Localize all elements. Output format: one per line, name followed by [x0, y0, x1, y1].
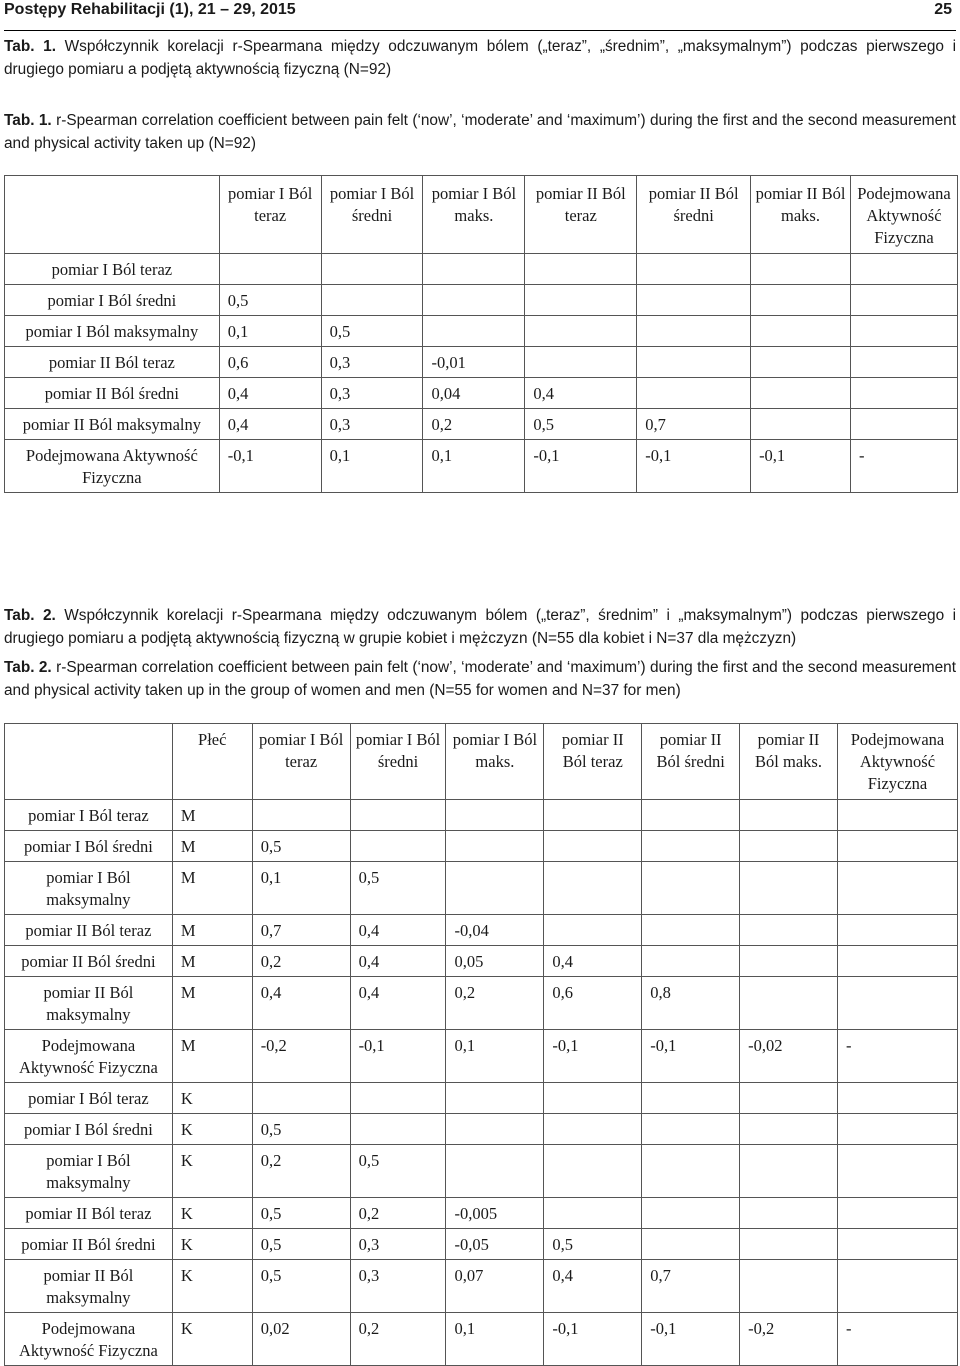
correlation-cell [850, 378, 957, 409]
correlation-cell [446, 800, 544, 831]
correlation-cell [740, 1260, 838, 1313]
correlation-cell [837, 1260, 957, 1313]
correlation-cell: -0,1 [642, 1313, 740, 1366]
correlation-cell: 0,6 [219, 347, 321, 378]
correlation-cell [850, 254, 957, 285]
correlation-cell [544, 1083, 642, 1114]
correlation-cell [740, 1114, 838, 1145]
table2-caption-pl [4, 605, 956, 650]
table-row [5, 378, 958, 409]
correlation-cell [350, 1083, 446, 1114]
correlation-cell: 0,04 [423, 378, 525, 409]
sex-cell: M [172, 1030, 252, 1083]
correlation-cell [642, 831, 740, 862]
table2-column-header: pomiar I Ból średni [350, 724, 446, 800]
correlation-cell [637, 316, 751, 347]
correlation-cell: 0,1 [423, 440, 525, 493]
correlation-cell: 0,6 [544, 977, 642, 1030]
correlation-cell [740, 915, 838, 946]
correlation-cell [642, 862, 740, 915]
table2-column-header: pomiar I Ból teraz [252, 724, 350, 800]
table1-column-header: pomiar II Ból teraz [525, 176, 637, 254]
correlation-cell [740, 831, 838, 862]
correlation-cell [350, 1114, 446, 1145]
correlation-cell: 0,3 [350, 1260, 446, 1313]
table1-caption-pl-label: Tab. 1. [4, 38, 56, 55]
correlation-cell [751, 409, 851, 440]
correlation-cell [850, 316, 957, 347]
table1-caption-en-label: Tab. 1. [4, 112, 52, 129]
journal-title: Postępy Rehabilitacji (1), 21 – 29, 2015 [4, 1, 296, 18]
row-label: pomiar I Ból teraz [5, 254, 220, 285]
correlation-cell [642, 1198, 740, 1229]
correlation-cell: 0,3 [350, 1229, 446, 1260]
correlation-cell [544, 800, 642, 831]
correlation-cell: 0,5 [350, 1145, 446, 1198]
correlation-cell: 0,5 [252, 1260, 350, 1313]
table-row [5, 316, 958, 347]
correlation-cell: - [850, 440, 957, 493]
table-row [5, 831, 958, 862]
correlation-cell [850, 285, 957, 316]
table1-caption-en-text: r-Spearman correlation coefficient between pain felt (‘now’, ‘moderate’ and ‘maximum’) during the first and the second measurement and physical activity taken up (N=92) [4, 112, 956, 152]
correlation-cell: 0,1 [446, 1030, 544, 1083]
correlation-cell: 0,5 [252, 831, 350, 862]
table1-column-header: pomiar II Ból średni [637, 176, 751, 254]
correlation-cell: 0,7 [642, 1260, 740, 1313]
correlation-cell [642, 1145, 740, 1198]
table-row [5, 1229, 958, 1260]
correlation-cell [423, 316, 525, 347]
correlation-cell: 0,2 [252, 946, 350, 977]
row-label: pomiar I Ból maksymalny [5, 316, 220, 347]
correlation-cell [321, 285, 423, 316]
row-label: pomiar I Ból maksymalny [5, 862, 173, 915]
correlation-cell: 0,1 [321, 440, 423, 493]
correlation-cell [525, 347, 637, 378]
correlation-cell: -0,02 [740, 1030, 838, 1083]
correlation-cell [525, 285, 637, 316]
correlation-cell [837, 1229, 957, 1260]
table-row [5, 1114, 958, 1145]
sex-cell: M [172, 946, 252, 977]
correlation-cell: 0,2 [350, 1313, 446, 1366]
row-label: Podejmowana Aktywność Fizyczna [5, 440, 220, 493]
correlation-cell [740, 862, 838, 915]
correlation-cell [252, 1083, 350, 1114]
correlation-cell [544, 1114, 642, 1145]
table2-caption-pl-label: Tab. 2. [4, 607, 56, 624]
correlation-cell: -0,2 [252, 1030, 350, 1083]
table2-header-row [5, 724, 958, 800]
correlation-cell: -0,1 [544, 1313, 642, 1366]
table-row [5, 862, 958, 915]
correlation-cell [446, 1145, 544, 1198]
correlation-cell [837, 1145, 957, 1198]
table-row [5, 1145, 958, 1198]
correlation-cell: 0,07 [446, 1260, 544, 1313]
table-row [5, 1030, 958, 1083]
table1-caption-pl [4, 36, 956, 81]
correlation-cell [740, 800, 838, 831]
correlation-cell [525, 316, 637, 347]
table2-column-header: pomiar II Ból maks. [740, 724, 838, 800]
sex-cell: M [172, 915, 252, 946]
correlation-cell: 0,4 [544, 946, 642, 977]
sex-cell: K [172, 1260, 252, 1313]
table-row [5, 977, 958, 1030]
correlation-cell [525, 254, 637, 285]
correlation-cell [642, 800, 740, 831]
correlation-cell [837, 800, 957, 831]
table-row [5, 1083, 958, 1114]
correlation-cell: 0,5 [252, 1229, 350, 1260]
correlation-cell: 0,5 [219, 285, 321, 316]
correlation-cell [642, 1229, 740, 1260]
correlation-cell [350, 800, 446, 831]
correlation-cell [642, 915, 740, 946]
table-row [5, 915, 958, 946]
sex-cell: K [172, 1114, 252, 1145]
correlation-cell [837, 862, 957, 915]
table-row [5, 440, 958, 493]
correlation-cell: -0,1 [219, 440, 321, 493]
correlation-cell: 0,5 [525, 409, 637, 440]
correlation-cell: -0,005 [446, 1198, 544, 1229]
correlation-cell [751, 316, 851, 347]
correlation-cell: -0,04 [446, 915, 544, 946]
table1-column-header: pomiar I Ból teraz [219, 176, 321, 254]
correlation-cell: -0,1 [525, 440, 637, 493]
sex-cell: M [172, 800, 252, 831]
correlation-cell [850, 347, 957, 378]
correlation-cell [544, 1198, 642, 1229]
correlation-cell [423, 285, 525, 316]
correlation-cell [740, 1229, 838, 1260]
correlation-cell [642, 1083, 740, 1114]
row-label: pomiar I Ból średni [5, 285, 220, 316]
correlation-cell [446, 1114, 544, 1145]
correlation-cell [837, 1083, 957, 1114]
correlation-cell [837, 915, 957, 946]
correlation-cell [637, 378, 751, 409]
correlation-cell: 0,4 [219, 378, 321, 409]
correlation-cell: 0,3 [321, 347, 423, 378]
table-row [5, 1198, 958, 1229]
sex-cell: K [172, 1313, 252, 1366]
correlation-cell: 0,4 [219, 409, 321, 440]
table1-column-header: pomiar I Ból maks. [423, 176, 525, 254]
correlation-cell [837, 831, 957, 862]
correlation-cell: -0,1 [544, 1030, 642, 1083]
correlation-cell [544, 915, 642, 946]
table2-caption-en-text: r-Spearman correlation coefficient between pain felt (‘now’, ‘moderate’ and ‘maximum’) during the first and the second measurement and physical activity taken up in the group of women and men (N=55 for women and N=37 for men) [4, 659, 956, 699]
correlation-cell: - [837, 1313, 957, 1366]
sex-cell: M [172, 831, 252, 862]
row-label: pomiar II Ból maksymalny [5, 977, 173, 1030]
table1-caption-en [4, 110, 956, 155]
correlation-table-1 [4, 175, 958, 493]
correlation-cell [637, 254, 751, 285]
correlation-cell: 0,02 [252, 1313, 350, 1366]
table2-caption-en-label: Tab. 2. [4, 659, 52, 676]
correlation-cell [740, 946, 838, 977]
correlation-cell: 0,4 [350, 946, 446, 977]
correlation-cell [740, 1145, 838, 1198]
table1-column-header [5, 176, 220, 254]
row-label: Podejmowana Aktywność Fizyczna [5, 1030, 173, 1083]
correlation-cell: 0,4 [350, 915, 446, 946]
sex-cell: K [172, 1083, 252, 1114]
correlation-cell: 0,4 [544, 1260, 642, 1313]
correlation-cell [637, 285, 751, 316]
table1-header-row [5, 176, 958, 254]
correlation-cell: 0,7 [252, 915, 350, 946]
correlation-cell: - [837, 1030, 957, 1083]
correlation-cell [740, 1083, 838, 1114]
row-label: Podejmowana Aktywność Fizyczna [5, 1313, 173, 1366]
correlation-cell: 0,5 [350, 862, 446, 915]
correlation-cell: 0,2 [423, 409, 525, 440]
correlation-cell [446, 1083, 544, 1114]
row-label: pomiar II Ból średni [5, 946, 173, 977]
correlation-cell: -0,01 [423, 347, 525, 378]
correlation-cell [751, 347, 851, 378]
row-label: pomiar II Ból średni [5, 1229, 173, 1260]
correlation-cell [446, 862, 544, 915]
correlation-cell: 0,2 [252, 1145, 350, 1198]
correlation-cell: 0,1 [219, 316, 321, 347]
table2-caption-en [4, 657, 956, 702]
row-label: pomiar I Ból średni [5, 831, 173, 862]
table1-column-header: pomiar I Ból średni [321, 176, 423, 254]
correlation-cell [321, 254, 423, 285]
row-label: pomiar II Ból średni [5, 378, 220, 409]
correlation-cell [544, 1145, 642, 1198]
correlation-cell [642, 1114, 740, 1145]
correlation-cell [544, 831, 642, 862]
correlation-cell: 0,2 [446, 977, 544, 1030]
table-row [5, 285, 958, 316]
row-label: pomiar I Ból teraz [5, 1083, 173, 1114]
correlation-cell [837, 1198, 957, 1229]
correlation-cell: 0,5 [544, 1229, 642, 1260]
table-row [5, 1313, 958, 1366]
table2-body [5, 800, 958, 1366]
correlation-cell [837, 1114, 957, 1145]
page-header [4, 0, 956, 31]
correlation-cell [446, 831, 544, 862]
table-row [5, 254, 958, 285]
table2-column-header: pomiar I Ból maks. [446, 724, 544, 800]
table2-column-header: Płeć [172, 724, 252, 800]
table-row [5, 1260, 958, 1313]
sex-cell: K [172, 1229, 252, 1260]
correlation-cell [740, 1198, 838, 1229]
page-number: 25 [934, 1, 952, 18]
row-label: pomiar I Ból średni [5, 1114, 173, 1145]
row-label: pomiar I Ból maksymalny [5, 1145, 173, 1198]
table1-body [5, 254, 958, 493]
sex-cell: K [172, 1145, 252, 1198]
correlation-cell [219, 254, 321, 285]
correlation-cell: 0,4 [350, 977, 446, 1030]
correlation-cell: -0,1 [642, 1030, 740, 1083]
sex-cell: M [172, 862, 252, 915]
correlation-cell: 0,3 [321, 409, 423, 440]
sex-cell: M [172, 977, 252, 1030]
correlation-cell: 0,1 [252, 862, 350, 915]
correlation-cell [751, 285, 851, 316]
correlation-table-2 [4, 723, 958, 1366]
row-label: pomiar II Ból teraz [5, 1198, 173, 1229]
correlation-cell [740, 977, 838, 1030]
correlation-cell [850, 409, 957, 440]
correlation-cell: 0,5 [252, 1198, 350, 1229]
table2-column-header: pomiar II Ból teraz [544, 724, 642, 800]
correlation-cell: 0,5 [252, 1114, 350, 1145]
table1-column-header: Podejmowana Aktywność Fizyczna [850, 176, 957, 254]
correlation-cell [751, 378, 851, 409]
row-label: pomiar II Ból maksymalny [5, 409, 220, 440]
correlation-cell [751, 254, 851, 285]
correlation-cell: -0,1 [751, 440, 851, 493]
correlation-cell [423, 254, 525, 285]
correlation-cell [252, 800, 350, 831]
table-row [5, 800, 958, 831]
table-row [5, 946, 958, 977]
table2-caption-pl-text: Współczynnik korelacji r-Spearmana między odczuwanym bólem („teraz”, średnim” i „maksymalnym”) podczas pierwszego i drugiego pomiaru a podjętą aktywnością fizyczną w grupie kobiet i mężczyzn (N=55 dla kobiet i N=37 dla mężczyzn) [4, 607, 957, 647]
table-row [5, 347, 958, 378]
correlation-cell: 0,7 [637, 409, 751, 440]
row-label: pomiar I Ból teraz [5, 800, 173, 831]
correlation-cell: -0,05 [446, 1229, 544, 1260]
correlation-cell: 0,3 [321, 378, 423, 409]
correlation-cell: 0,8 [642, 977, 740, 1030]
correlation-cell [350, 831, 446, 862]
table-row [5, 409, 958, 440]
sex-cell: K [172, 1198, 252, 1229]
table1-column-header: pomiar II Ból maks. [751, 176, 851, 254]
correlation-cell [642, 946, 740, 977]
correlation-cell: -0,1 [637, 440, 751, 493]
table1-caption-pl-text: Współczynnik korelacji r-Spearmana między odczuwanym bólem („teraz”, „średnim”, „maksymalnym”) podczas pierwszego i drugiego pomiaru a podjętą aktywnością fizyczną (N=92) [4, 38, 957, 78]
correlation-cell: 0,2 [350, 1198, 446, 1229]
correlation-cell: 0,4 [252, 977, 350, 1030]
correlation-cell [837, 946, 957, 977]
correlation-cell: -0,1 [350, 1030, 446, 1083]
row-label: pomiar II Ból teraz [5, 915, 173, 946]
correlation-cell: 0,1 [446, 1313, 544, 1366]
correlation-cell: 0,5 [321, 316, 423, 347]
correlation-cell: 0,05 [446, 946, 544, 977]
table2-column-header [5, 724, 173, 800]
correlation-cell: -0,2 [740, 1313, 838, 1366]
correlation-cell: 0,4 [525, 378, 637, 409]
row-label: pomiar II Ból teraz [5, 347, 220, 378]
row-label: pomiar II Ból maksymalny [5, 1260, 173, 1313]
table2-column-header: pomiar II Ból średni [642, 724, 740, 800]
correlation-cell [637, 347, 751, 378]
table2-column-header: Podejmowana Aktywność Fizyczna [837, 724, 957, 800]
correlation-cell [544, 862, 642, 915]
correlation-cell [837, 977, 957, 1030]
